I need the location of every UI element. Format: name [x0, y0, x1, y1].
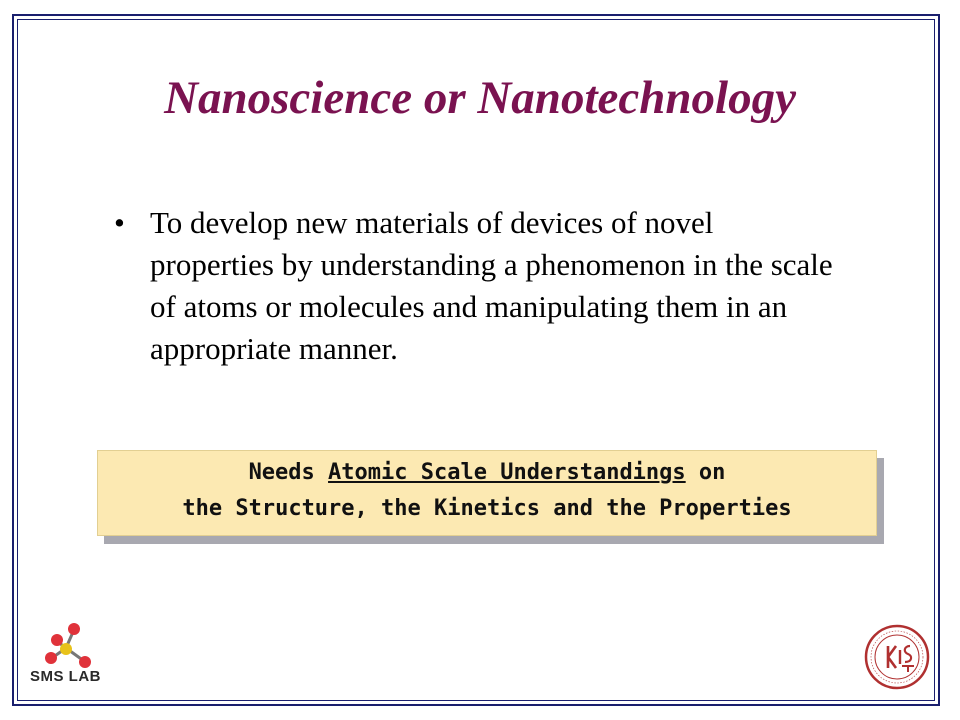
callout-line-1	[98, 455, 876, 491]
bullet-item	[114, 202, 844, 370]
callout-prefix: Needs	[248, 460, 329, 485]
kist-seal-icon	[862, 622, 932, 692]
bullet-text: To develop new materials of devices of novel properties by understanding a phenomenon in the scale of atoms or molecules and manipulating them in an appropriate manner.	[150, 205, 833, 366]
callout-underlined-phrase: Atomic Scale Understandings	[328, 460, 686, 485]
callout-line-2: the Structure, the Kinetics and the Properties	[182, 496, 792, 521]
callout-box	[97, 450, 877, 536]
bullet-point-icon: •	[114, 205, 125, 240]
slide-title: Nanoscience or Nanotechnology	[164, 72, 796, 124]
sms-lab-label: SMS LAB	[30, 668, 101, 685]
callout-suffix: on	[685, 460, 726, 485]
